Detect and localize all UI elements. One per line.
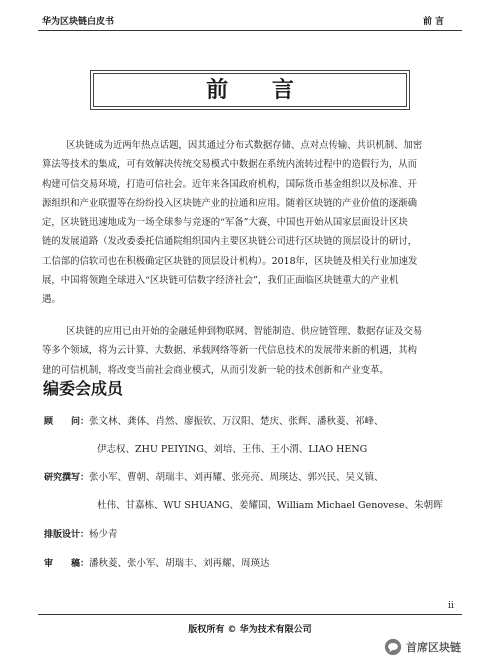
layout-design-label: 排版设计： (44, 530, 90, 540)
editorial-board-heading: 编委会成员 (43, 379, 124, 398)
paragraph-line: 等多个领域，将为云计算、大数据、承载网络等新一代信息技术的发展带来新的机遇，其构 (42, 345, 418, 357)
intro-paragraph-1 (42, 136, 458, 310)
header-rule (38, 30, 462, 31)
copyright-notice: 版权所有 © 华为技术有限公司 (188, 625, 312, 635)
layout-design-row (44, 526, 118, 540)
writers-names: 张小军、曹朝、胡瑞丰、刘再耀、张亮亮、周瑛达、郭兴民、吴义镇、 (89, 472, 384, 483)
paragraph-line: 链的发展道路（发改委委托信通院组织国内主要区块链公司进行区块链的顶层设计的研讨， (42, 236, 418, 248)
writers-names-continued: 杜伟、甘嘉栋、WU SHUANG、姜耀国、William Michael Genovese、朱朝晖 (97, 500, 443, 511)
paragraph-line: 构建可信交易环境，打造可信社会。近年来各国政府机构，国际货币基金组织以及标准、开 (42, 178, 418, 190)
reviewers-label: 审 稿： (44, 559, 90, 569)
reviewers-names: 潘秋菱、张小军、胡瑞丰、刘再耀、周瑛达 (89, 558, 270, 569)
intro-paragraph-2 (42, 322, 458, 380)
chat-bubble-icon (384, 638, 402, 656)
paragraph-line: 建的可信机制，将改变当前社会商业模式，从而引发新一轮的技术创新和产业变革。 (42, 364, 389, 376)
paragraph-line: 源组织和产业联盟等在纷纷投入区块链产业的拉通和应用。随着区块链的产业价值的逐渐确 (42, 197, 418, 209)
advisors-names-continued: 伊志权、ZHU PEIYING、刘培、王伟、王小渭、LIAO HENG (97, 444, 368, 455)
paragraph-line: 遇。 (42, 294, 61, 306)
header-book-title: 华为区块链白皮书 (42, 17, 115, 27)
paragraph-line: 展，中国将领跑全球进入“区块链可信数字经济社会”，我们正面临区块链重大的产业机 (42, 275, 399, 287)
watermark (384, 634, 461, 660)
header-section-name: 前言 (423, 17, 448, 27)
writers-row (44, 469, 384, 483)
page-title: 前 言 (206, 77, 312, 103)
watermark-text: 首席区块链 (406, 641, 461, 654)
page-number: ii (448, 601, 454, 611)
paragraph-line: 算法等技术的集成，可有效解决传统交易模式中数据在系统内流转过程中的造假行为，从而 (42, 159, 418, 171)
advisors-row (44, 413, 384, 427)
paragraph-line: 工信部的信软司也在积极确定区块链的顶层设计机构）。2018年，区块链及相关行业加速发 (42, 255, 418, 267)
advisors-label: 顾 问： (44, 417, 90, 427)
writers-label: 研究撰写： (44, 473, 90, 483)
paragraph-line: 区块链成为近两年热点话题，因其通过分布式数据存储、点对点传输、共识机制、加密 (66, 140, 423, 151)
paragraph-line: 区块链的应用已由开始的金融延伸到物联网、智能制造、供应链管理、数据存证及交易 (66, 326, 423, 337)
footer-rule (38, 614, 462, 615)
paragraph-line: 定，区块链迅速地成为一场全球参与竞逐的“军备”大赛，中国也开始从国家层面设计区块 (42, 217, 408, 229)
advisors-names: 张文林、龚体、肖然、廖振钦、万汉阳、楚庆、张辉、潘秋菱、祁峰、 (89, 416, 384, 427)
page-title-box (90, 70, 410, 110)
layout-design-names: 杨少青 (89, 529, 118, 540)
reviewers-row (44, 555, 270, 569)
